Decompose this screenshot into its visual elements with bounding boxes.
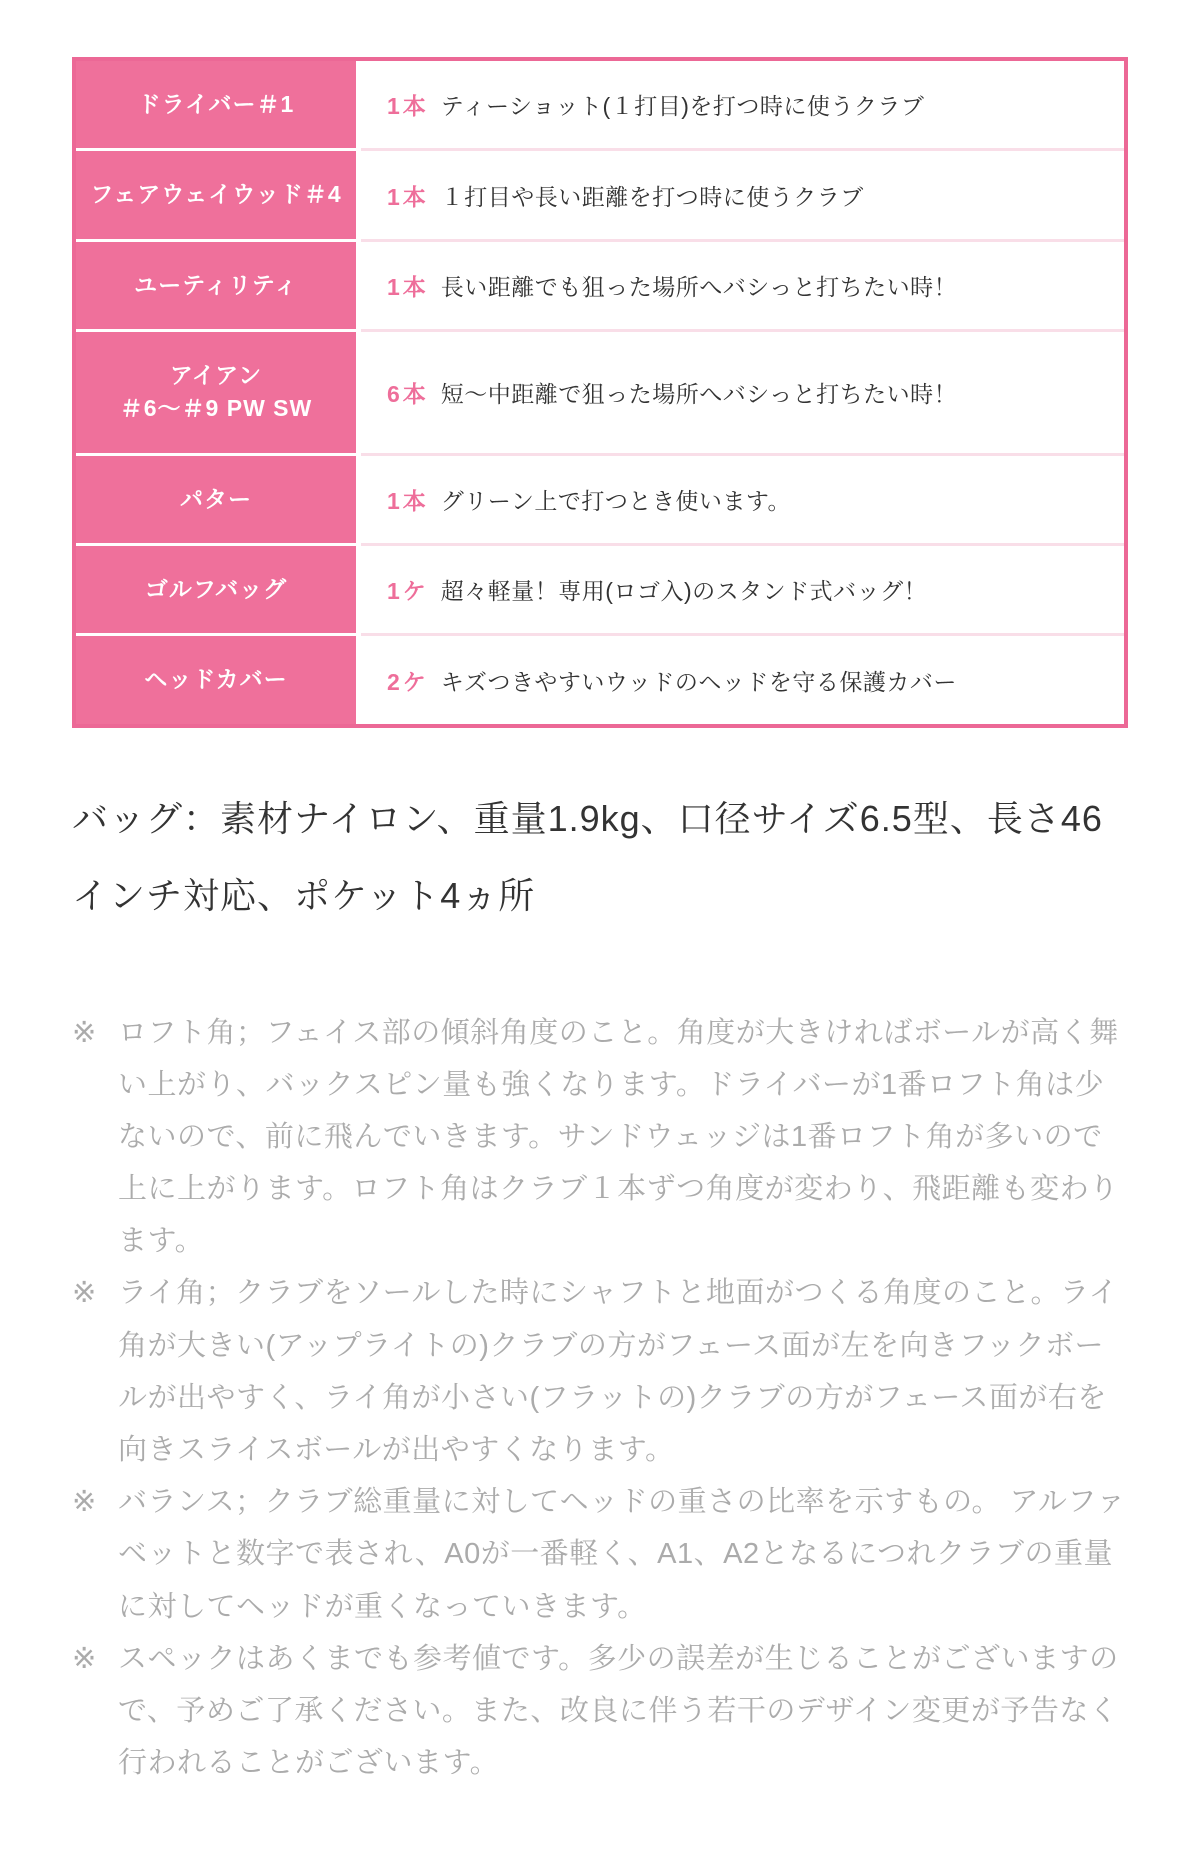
club-name-cell [76,242,361,332]
club-desc: １打目や長い距離を打つ時に使うクラブ [440,183,864,210]
club-name-cell [76,61,361,151]
note-text: スペックはあくまでも参考値です。多少の誤差が生じることがございますので、予めご了承ください。また、改良に伴う若干のデザイン変更が予告なく行われることがございます。 [118,1642,1119,1780]
club-name: パター [180,485,252,512]
table-row-fairway-wood [76,151,1124,241]
club-desc: 長い距離でも狙った場所へバシっと打ちたい時！ [440,273,958,300]
club-name: アイアン [169,362,263,389]
table-row-utility [76,242,1124,332]
club-name-cell [76,332,361,456]
note-item-loft-angle [72,1007,1128,1268]
note-item-spec-disclaimer [72,1633,1128,1790]
club-name: ドライバー＃1 [137,91,295,117]
club-count: 2ケ [387,668,429,695]
club-name-cell [76,151,361,241]
club-name: フェアウェイウッド＃4 [90,181,342,208]
club-count: 1本 [387,273,429,300]
club-name: ユーティリティ [134,271,298,298]
club-name-cell [76,546,361,636]
note-text: ロフト角；フェイス部の傾斜角度のこと。角度が大きければボールが高く舞い上がり、バックスピン量も強くなります。ドライバーが1番ロフト角は少ないので、前に飛んでいきます。サンドウェッジは1番ロフト角が多いので上に上がります。ロフト角はクラブ１本ずつ角度が変わり、飛距離も変わります。 [118,1016,1119,1258]
note-item-balance [72,1476,1128,1633]
table-row-head-cover [76,636,1124,723]
club-name-line2: ＃6～＃9 PW SW [119,395,313,422]
club-detail-cell [361,332,1124,456]
club-desc: キズつきやすいウッドのヘッドを守る保護カバー [440,668,957,695]
golf-set-table [72,57,1128,728]
club-count: 1本 [387,487,429,514]
club-count: 6本 [387,380,429,407]
club-count: 1ケ [387,578,429,605]
club-desc: グリーン上で打つとき使います。 [440,487,791,514]
note-marker: ※ [72,1486,97,1519]
table-row-driver [76,61,1124,151]
table-row-putter [76,456,1124,546]
club-detail-cell [361,636,1124,723]
bag-spec-text: バッグ：素材ナイロン、重量1.9kg、口径サイズ6.5型、長さ46インチ対応、ポケット4ヵ所 [72,797,1103,917]
note-text: ライ角；クラブをソールした時にシャフトと地面がつくる角度のこと。ライ角が大きい(アップライトの)クラブの方がフェース面が左を向きフックボールが出やすく、ライ角が小さい(フラットの)クラブの方がフェース面が右を向きスライスボールが出やすくなります。 [118,1277,1119,1467]
club-count: 1本 [387,93,429,120]
note-text: バランス；クラブ総重量に対してヘッドの重さの比率を示すもの。 アルファベットと数字で表され、A0が一番軽く、A1、A2となるにつれクラブの重量に対してヘッドが重くなっていきます。 [118,1486,1126,1623]
notes-list [72,1007,1128,1790]
club-desc: 短～中距離で狙った場所へバシっと打ちたい時！ [440,380,958,407]
club-detail-cell [361,456,1124,546]
club-count: 1本 [387,183,429,210]
note-item-lie-angle [72,1267,1128,1476]
club-detail-cell [361,242,1124,332]
note-marker: ※ [72,1277,97,1310]
club-detail-cell [361,546,1124,636]
club-detail-cell [361,61,1124,151]
note-marker: ※ [72,1016,97,1049]
table-row-iron [76,332,1124,456]
club-desc: 超々軽量！専用(ロゴ入)のスタンド式バッグ！ [440,578,928,605]
club-detail-cell [361,151,1124,241]
club-name: ヘッドカバー [144,666,288,693]
club-name-cell [76,636,361,723]
club-name: ゴルフバッグ [144,576,288,603]
table-row-golf-bag [76,546,1124,636]
club-name-cell [76,456,361,546]
note-marker: ※ [72,1642,97,1675]
club-desc: ティーショット(１打目)を打つ時に使うクラブ [440,93,925,120]
